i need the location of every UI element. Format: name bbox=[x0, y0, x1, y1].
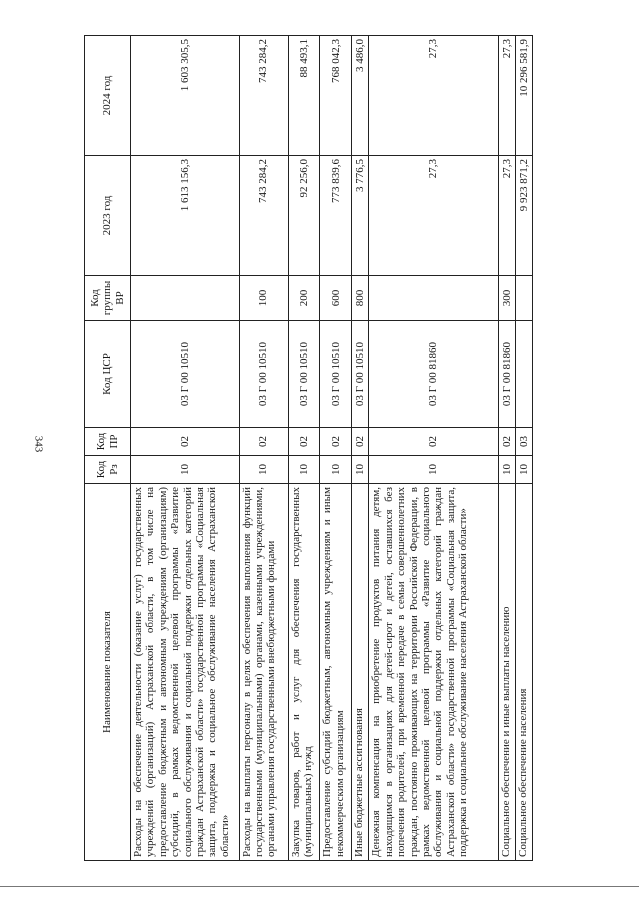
row-rz: 10 bbox=[320, 456, 352, 484]
header-pr: Код ПР bbox=[85, 428, 131, 456]
table-row bbox=[352, 36, 369, 861]
header-2024: 2024 год bbox=[85, 36, 131, 156]
row-vr bbox=[515, 276, 532, 321]
table-row bbox=[320, 36, 352, 861]
row-pr: 03 bbox=[515, 428, 532, 456]
row-2023: 773 839,6 bbox=[320, 156, 352, 276]
row-2023: 9 923 871,2 bbox=[515, 156, 532, 276]
row-name: Социальное обеспечение и иные выплаты населению bbox=[498, 484, 515, 861]
row-2024: 768 042,3 bbox=[320, 36, 352, 156]
row-name: Предоставление субсидий бюджетным, автономным учреждениям и иным некоммерческим организациям bbox=[320, 484, 352, 861]
row-rz: 10 bbox=[131, 456, 240, 484]
row-name: Расходы на обеспечение деятельности (оказание услуг) государственных учреждений (организаций) Астраханской области, в том числе на предоставление бюджетным и автономным учреждениям (организациям) субсидий, в рамках ведомственной целевой программы «Развитие социального обслуживания и социальной поддержки отдельных категорий граждан Астраханской области» государственной программы «Социальная защита, поддержка и социальное обслуживание населения Астраханской области» bbox=[131, 484, 240, 861]
table-header-row bbox=[85, 36, 131, 861]
header-csr: Код ЦСР bbox=[85, 321, 131, 428]
table-row bbox=[288, 36, 320, 861]
row-name: Социальное обеспечение населения bbox=[515, 484, 532, 861]
table-row bbox=[369, 36, 499, 861]
row-csr bbox=[515, 321, 532, 428]
row-pr: 02 bbox=[239, 428, 288, 456]
row-rz: 10 bbox=[369, 456, 499, 484]
row-2023: 3 776,5 bbox=[352, 156, 369, 276]
row-name: Денежная компенсация на приобретение продуктов питания детям, находящимся в организациях для детей-сирот и детей, оставшихся без попечения родителей, при временной передаче в семьи совершеннолетних граждан, постоянно проживающих на территории Российской Федерации, в рамках ведомственной целевой программы «Развитие социального обслуживания и социальной поддержки отдельных категорий граждан Астраханской области» государственной программы «Социальная защита, поддержка и социальное обслуживание населения Астраханской области» bbox=[369, 484, 499, 861]
row-name: Закупка товаров, работ и услуг для обеспечения государственных (муниципальных) нужд bbox=[288, 484, 320, 861]
row-csr: 03 Г 00 10510 bbox=[288, 321, 320, 428]
row-csr: 03 Г 00 10510 bbox=[239, 321, 288, 428]
row-rz: 10 bbox=[288, 456, 320, 484]
row-2024: 88 493,1 bbox=[288, 36, 320, 156]
header-vr: Код группы ВР bbox=[85, 276, 131, 321]
row-pr: 02 bbox=[369, 428, 499, 456]
row-pr: 02 bbox=[320, 428, 352, 456]
row-rz: 10 bbox=[239, 456, 288, 484]
row-name: Расходы на выплаты персоналу в целях обеспечения выполнения функций государственными (муниципальными) органами, казенными учреждениями, органами управления государственными внебюджетными фондами bbox=[239, 484, 288, 861]
rotated-page-content bbox=[84, 36, 533, 861]
row-name: Иные бюджетные ассигнования bbox=[352, 484, 369, 861]
row-rz: 10 bbox=[352, 456, 369, 484]
table-row bbox=[239, 36, 288, 861]
row-csr: 03 Г 00 10510 bbox=[352, 321, 369, 428]
row-2023: 743 284,2 bbox=[239, 156, 288, 276]
row-2023: 27,3 bbox=[369, 156, 499, 276]
page-number: 343 bbox=[32, 435, 45, 453]
header-2023: 2023 год bbox=[85, 156, 131, 276]
header-name: Наименование показателя bbox=[85, 484, 131, 861]
rotated-table-container bbox=[84, 36, 533, 861]
row-2023: 92 256,0 bbox=[288, 156, 320, 276]
row-csr: 03 Г 00 81860 bbox=[498, 321, 515, 428]
row-vr: 300 bbox=[498, 276, 515, 321]
row-pr: 02 bbox=[288, 428, 320, 456]
row-vr: 800 bbox=[352, 276, 369, 321]
row-vr: 200 bbox=[288, 276, 320, 321]
table-row bbox=[515, 36, 532, 861]
table-row bbox=[498, 36, 515, 861]
row-rz: 10 bbox=[515, 456, 532, 484]
row-2024: 1 603 305,5 bbox=[131, 36, 240, 156]
row-vr bbox=[131, 276, 240, 321]
row-2024: 3 486,0 bbox=[352, 36, 369, 156]
row-2023: 27,3 bbox=[498, 156, 515, 276]
row-2024: 27,3 bbox=[369, 36, 499, 156]
header-rz: Код Рз bbox=[85, 456, 131, 484]
budget-table bbox=[84, 35, 533, 861]
row-vr: 600 bbox=[320, 276, 352, 321]
row-pr: 02 bbox=[131, 428, 240, 456]
row-csr: 03 Г 00 81860 bbox=[369, 321, 499, 428]
row-pr: 02 bbox=[352, 428, 369, 456]
row-rz: 10 bbox=[498, 456, 515, 484]
row-2024: 743 284,2 bbox=[239, 36, 288, 156]
row-2024: 10 296 581,9 bbox=[515, 36, 532, 156]
row-pr: 02 bbox=[498, 428, 515, 456]
row-vr bbox=[369, 276, 499, 321]
scan-bottom-edge bbox=[0, 886, 639, 887]
row-csr: 03 Г 00 10510 bbox=[131, 321, 240, 428]
row-2024: 27,3 bbox=[498, 36, 515, 156]
row-2023: 1 613 156,3 bbox=[131, 156, 240, 276]
row-vr: 100 bbox=[239, 276, 288, 321]
row-csr: 03 Г 00 10510 bbox=[320, 321, 352, 428]
table-row bbox=[131, 36, 240, 861]
